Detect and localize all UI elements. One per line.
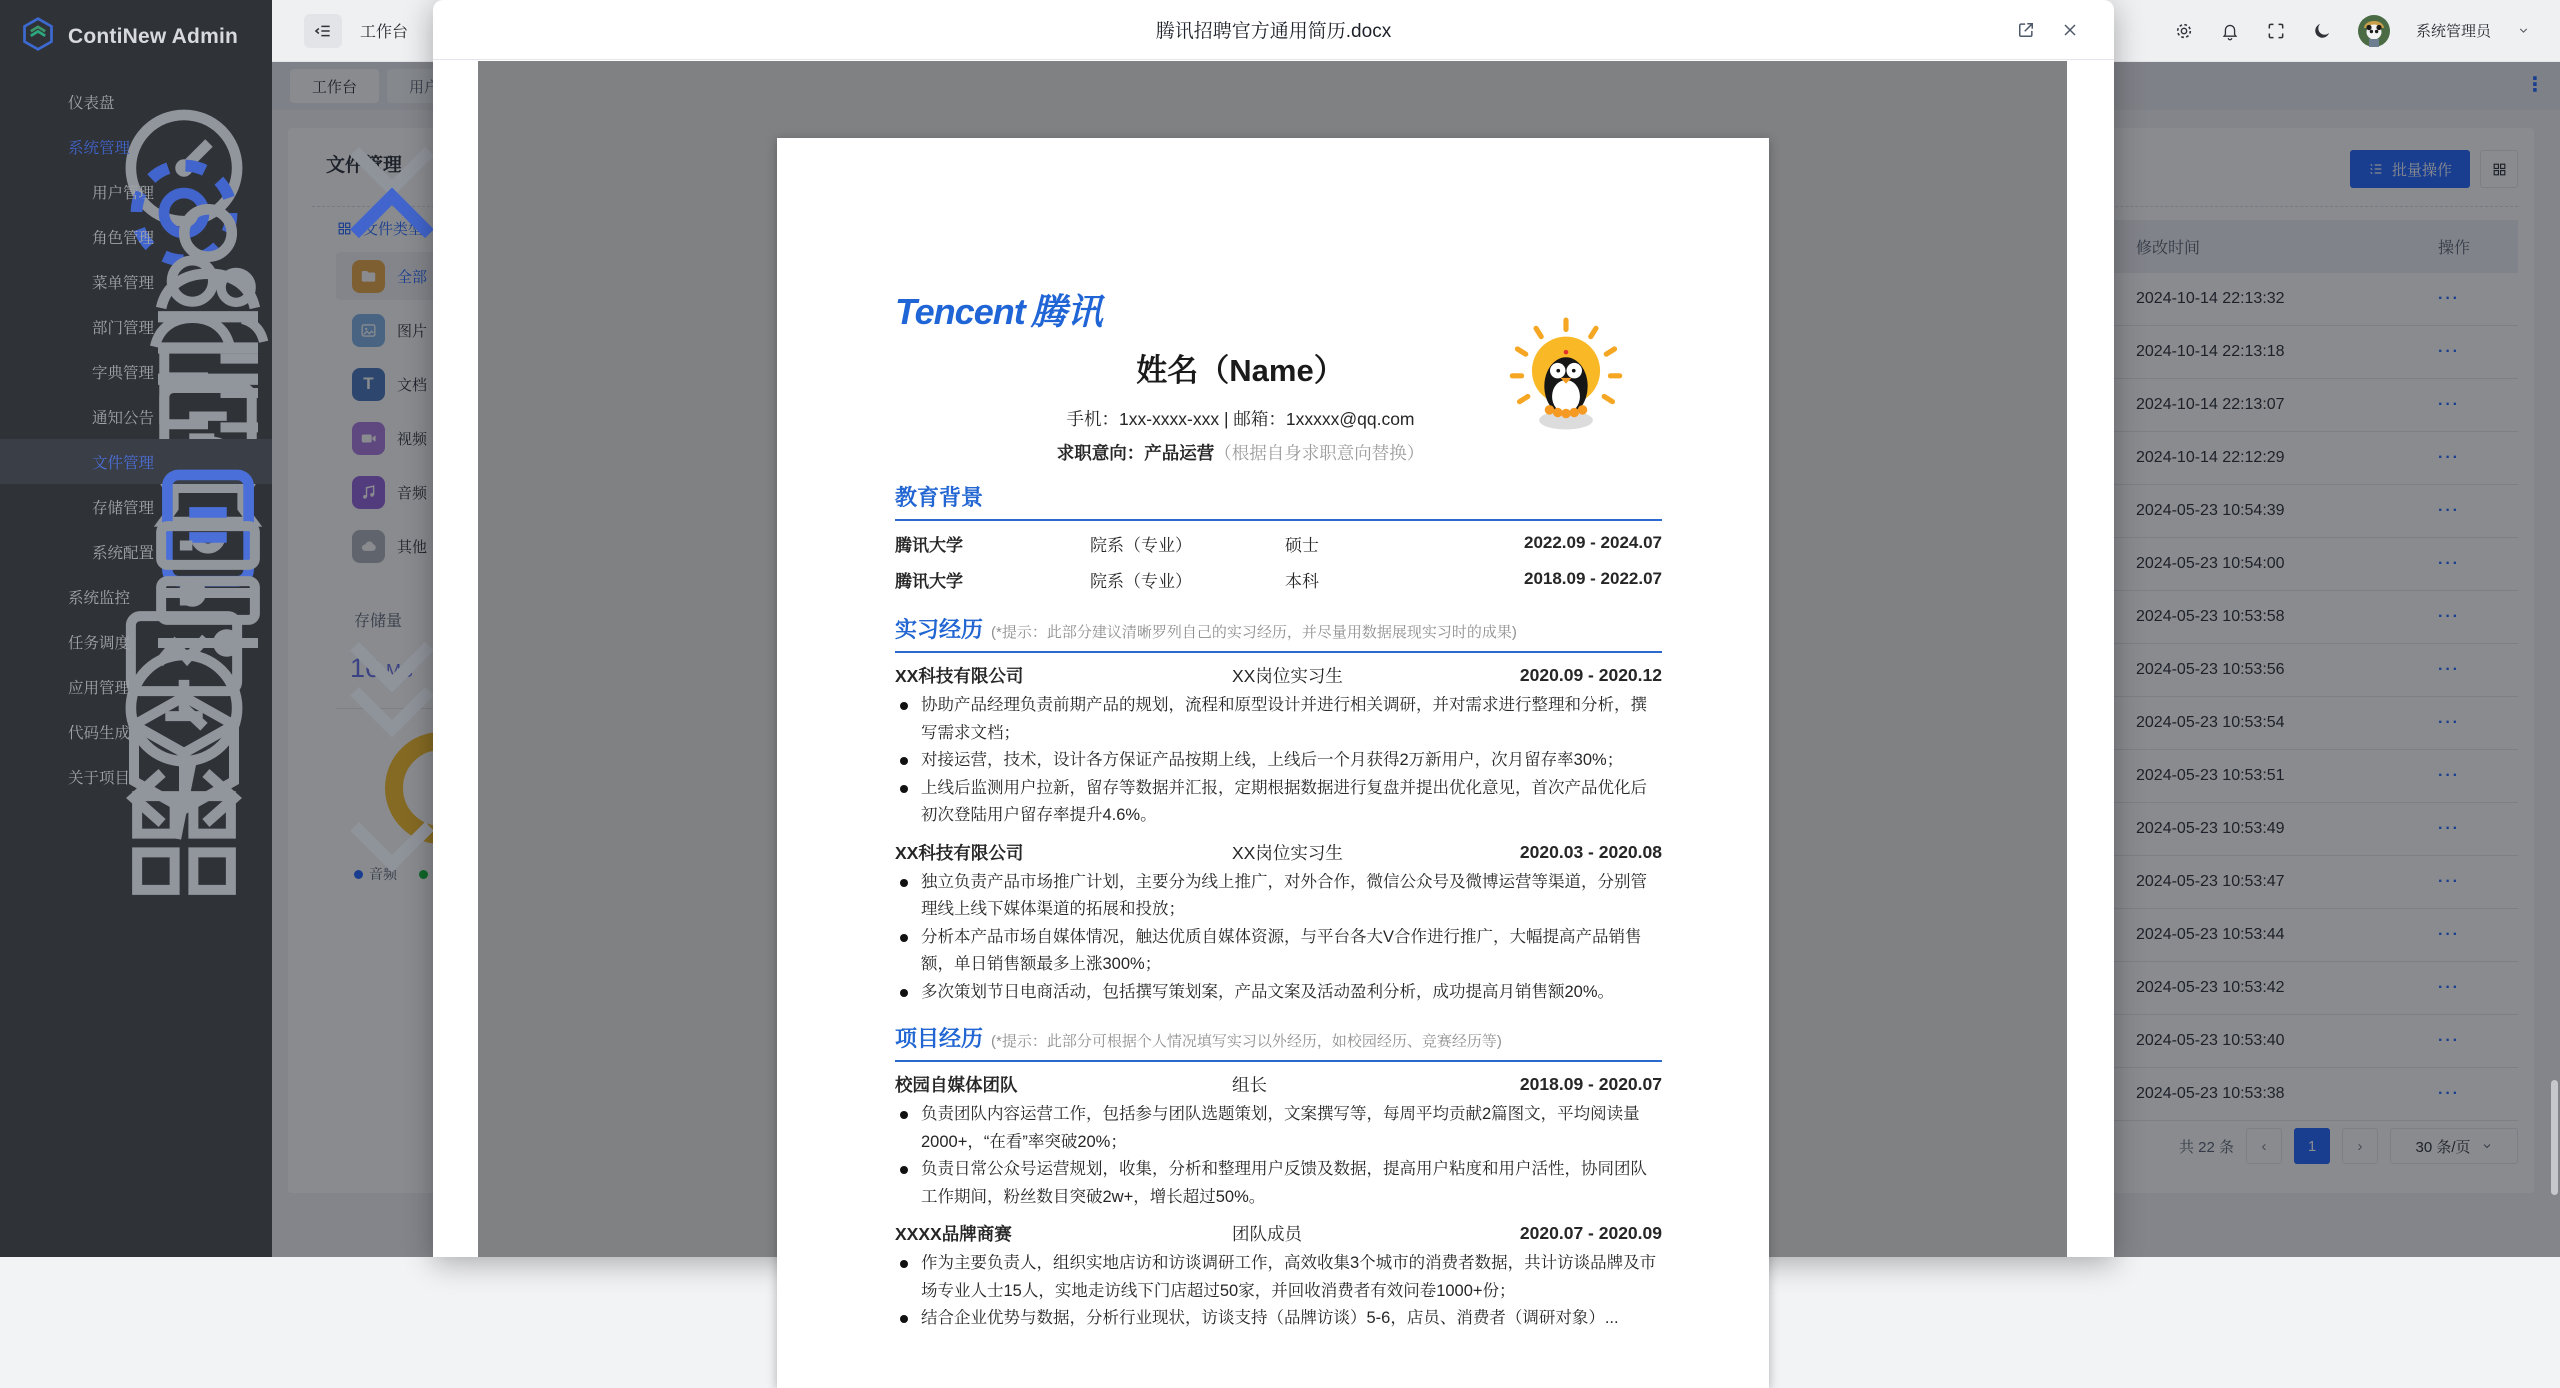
bullet-item: 对接运营，技术，设计各方保证产品按期上线，上线后一个月获得2万新用户，次月留存率30%；: [895, 747, 1662, 775]
sidebar-item-label: 存储管理: [92, 499, 155, 517]
chevron-down-icon: [242, 590, 256, 604]
sidebar-item-label: 菜单管理: [92, 274, 155, 292]
resume-header: [895, 345, 1662, 465]
dict-icon: [58, 363, 76, 381]
brand[interactable]: [0, 0, 272, 71]
sidebar-item-label: 代码生成: [68, 724, 131, 742]
sidebar-item-任务调度[interactable]: [0, 619, 272, 664]
period: 2022.09 - 2024.07: [1523, 533, 1662, 552]
clock-icon: [34, 633, 52, 651]
sidebar-item-label: 系统监控: [68, 589, 131, 607]
bullet-item: 上线后监测用户拉新，留存等数据并汇报，定期根据数据进行复盘并提出优化意见，首次产品优化后初次登陆用户留存率提升4.6%。: [895, 775, 1662, 830]
section-underline: [895, 1060, 1662, 1062]
avatar[interactable]: [2358, 15, 2390, 47]
period: 2020.09 - 2020.12: [1519, 665, 1662, 685]
experience-header: [895, 840, 1662, 865]
organization: XX科技有限公司: [895, 842, 1024, 863]
brand-logo-icon: [20, 16, 56, 57]
bullet-item: 结合企业优势与数据，分析行业现状，访谈支持（品牌访谈）5-6，店员、消费者（调研对象）...: [895, 1305, 1662, 1333]
sidebar-item-label: 系统管理: [68, 139, 131, 157]
storage-icon: [58, 498, 76, 516]
section-hint: (*提示：此部分可根据个人情况填写实习以外经历，如校园经历、竞赛经历等): [991, 1033, 1502, 1050]
sidebar-menu: [0, 79, 272, 799]
gauge-icon: [34, 93, 52, 111]
sidebar-item-label: 文件管理: [92, 454, 155, 472]
bullet-item: 多次策划节日电商活动，包括撰写策划案，产品文案及活动盈利分析，成功提高月销售额20%。: [895, 979, 1662, 1007]
chevron-down-icon: [242, 635, 256, 649]
code-icon: [34, 723, 52, 741]
notifications-icon[interactable]: [2220, 21, 2240, 41]
sidebar-item-label: 关于项目: [68, 769, 131, 787]
menu-lines-icon: [58, 273, 76, 291]
section-underline: [895, 519, 1662, 521]
sidebar-item-代码生成[interactable]: [0, 709, 272, 754]
fullscreen-icon[interactable]: [2266, 21, 2286, 41]
modal-title: 腾讯招聘官方通用简历.docx: [1155, 21, 1392, 42]
section-title: 项目经历: [895, 1026, 984, 1051]
chevron-down-icon: [242, 95, 256, 109]
sidebar-item-系统监控[interactable]: [0, 574, 272, 619]
degree: 本科: [1285, 571, 1319, 591]
sidebar-item-文件管理[interactable]: [0, 439, 272, 484]
bullet-item: 作为主要负责人，组织实地店访和访谈调研工作，高效收集3个城市的消费者数据，共计访谈品牌及市场专业人士15人，实地走访线下门店超过50家，并回收消费者有效问卷1000+份；: [895, 1250, 1662, 1305]
section-hint: (*提示：此部分建议清晰罗列自己的实习经历，并尽量用数据展现实习时的成果): [991, 624, 1517, 641]
chevron-up-icon: [242, 140, 256, 154]
sidebar-item-label: 角色管理: [92, 229, 155, 247]
school: 腾讯大学: [895, 571, 963, 591]
qq-penguin-logo-icon: [1502, 317, 1630, 450]
role: XX岗位实习生: [1232, 666, 1343, 686]
organization: 校园自媒体团队: [895, 1075, 1018, 1095]
sliders-icon: [58, 543, 76, 561]
period: 2020.07 - 2020.09: [1519, 1223, 1662, 1243]
resume-sections: [895, 481, 1662, 1333]
sidebar: [0, 0, 272, 1257]
education-rows: [895, 525, 1662, 597]
organization: XXXX品牌商赛: [895, 1224, 1012, 1244]
user-icon: [58, 183, 76, 201]
bullet-item: 独立负责产品市场推广计划，主要分为线上推广，对外合作，微信公众号及微博运营等渠道，分别管理线上线下媒体渠道的拓展和投放；: [895, 869, 1662, 924]
user-chevron-down-icon: [2517, 24, 2530, 37]
document-viewer[interactable]: [478, 61, 2067, 1327]
sidebar-item-系统配置[interactable]: [0, 529, 272, 574]
role: 组长: [1232, 1075, 1267, 1095]
bullet-item: 负责日常公众号运营规划，收集，分析和整理用户反馈及数据，提高用户粘度和用户活性，协同团队工作期间，粉丝数目突破2w+，增长超过50%。: [895, 1156, 1662, 1211]
role: XX岗位实习生: [1232, 842, 1343, 863]
tencent-logo: Tencent 腾讯: [895, 291, 1103, 332]
section-title: 教育背景: [895, 485, 984, 510]
organization: XX科技有限公司: [895, 666, 1024, 686]
close-icon[interactable]: [2060, 20, 2080, 40]
experience-header: [895, 1221, 1662, 1246]
modal-header: [433, 0, 2114, 60]
sidebar-item-label: 通知公告: [92, 409, 155, 427]
sidebar-item-label: 任务调度: [68, 634, 131, 652]
dark-mode-icon[interactable]: [2312, 21, 2332, 41]
sidebar-item-角色管理[interactable]: [0, 214, 272, 259]
sidebar-item-label: 应用管理: [68, 679, 131, 697]
bullet-item: 分析本产品市场自媒体情况，触达优质自媒体资源，与平台各大V合作进行推广，大幅提高产品销售额，单日销售额最多上涨300%；: [895, 924, 1662, 979]
scrollbar-thumb[interactable]: [2551, 1080, 2558, 1195]
topbar-actions: [2174, 15, 2560, 47]
sidebar-item-关于项目[interactable]: [0, 754, 272, 799]
section-title: 实习经历: [895, 617, 984, 642]
education-row: [895, 525, 1662, 561]
users-icon: [58, 228, 76, 246]
resume-intent: 求职意向：产品运营（根据自身求职意向替换）: [1056, 443, 1425, 463]
sidebar-item-存储管理[interactable]: [0, 484, 272, 529]
monitor-icon: [34, 588, 52, 606]
period: 2018.09 - 2020.07: [1519, 1074, 1662, 1094]
sidebar-item-label: 系统配置: [92, 544, 155, 562]
breadcrumb: 工作台: [360, 24, 409, 41]
experience-bullets: [895, 1250, 1662, 1333]
experience-header: [895, 663, 1662, 688]
settings-icon[interactable]: [2174, 21, 2194, 41]
education-row: [895, 561, 1662, 597]
department: 院系（专业）: [1090, 535, 1192, 555]
resume-section-教育背景: [895, 481, 1662, 597]
section-title-row: [895, 613, 1662, 644]
sidebar-item-通知公告[interactable]: [0, 394, 272, 439]
bullet-item: 负责团队内容运营工作，包括参与团队选题策划，文案撰写等，每周平均贡献2篇图文，平均阅读量2000+，“在看”率突破20%；: [895, 1101, 1662, 1156]
resume-contact: 手机：1xx-xxxx-xxx | 邮箱：1xxxxx@qq.com: [1066, 409, 1415, 429]
gear-icon: [34, 138, 52, 156]
sidebar-item-字典管理[interactable]: [0, 349, 272, 394]
resume-name: 姓名（Name）: [1136, 353, 1345, 388]
experience-bullets: [895, 692, 1662, 830]
bullet-item: 协助产品经理负责前期产品的规划，流程和原型设计并进行相关调研，并对需求进行整理和分析，撰写需求文档；: [895, 692, 1662, 747]
sidebar-item-用户管理[interactable]: [0, 169, 272, 214]
sidebar-item-label: 仪表盘: [68, 94, 115, 112]
experience-bullets: [895, 1101, 1662, 1211]
degree: 硕士: [1285, 535, 1319, 555]
file-preview-modal: [433, 0, 2114, 1327]
period: 2020.03 - 2020.08: [1519, 841, 1662, 862]
sidebar-item-系统管理[interactable]: [0, 124, 272, 169]
period: 2018.09 - 2022.07: [1523, 569, 1662, 588]
role: 团队成员: [1232, 1224, 1302, 1244]
open-external-icon[interactable]: [2016, 20, 2036, 40]
resume-section-项目经历: [895, 1022, 1662, 1333]
section-title-row: [895, 481, 1662, 512]
sidebar-item-仪表盘[interactable]: [0, 79, 272, 124]
resume-section-实习经历: [895, 613, 1662, 1006]
sidebar-item-应用管理[interactable]: [0, 664, 272, 709]
sidebar-collapse-button[interactable]: [304, 14, 342, 48]
resume-page: [777, 138, 1769, 1388]
brand-name: ContiNew Admin: [68, 24, 239, 48]
grid-icon: [34, 768, 52, 786]
sidebar-item-部门管理[interactable]: [0, 304, 272, 349]
modal-actions: [2016, 0, 2080, 60]
file-icon: [58, 453, 76, 471]
section-underline: [895, 651, 1662, 653]
sidebar-item-菜单管理[interactable]: [0, 259, 272, 304]
cube-icon: [34, 678, 52, 696]
sidebar-item-label: 用户管理: [92, 184, 155, 202]
experience-header: [895, 1072, 1662, 1097]
tree-icon: [58, 318, 76, 336]
chevron-down-icon: [242, 770, 256, 784]
department: 院系（专业）: [1090, 571, 1192, 591]
school: 腾讯大学: [895, 535, 963, 555]
section-title-row: [895, 1022, 1662, 1053]
sidebar-item-label: 部门管理: [92, 319, 155, 337]
bell-icon: [58, 408, 76, 426]
sidebar-item-label: 字典管理: [92, 364, 155, 382]
experience-bullets: [895, 869, 1662, 1007]
current-user[interactable]: 系统管理员: [2415, 23, 2491, 40]
